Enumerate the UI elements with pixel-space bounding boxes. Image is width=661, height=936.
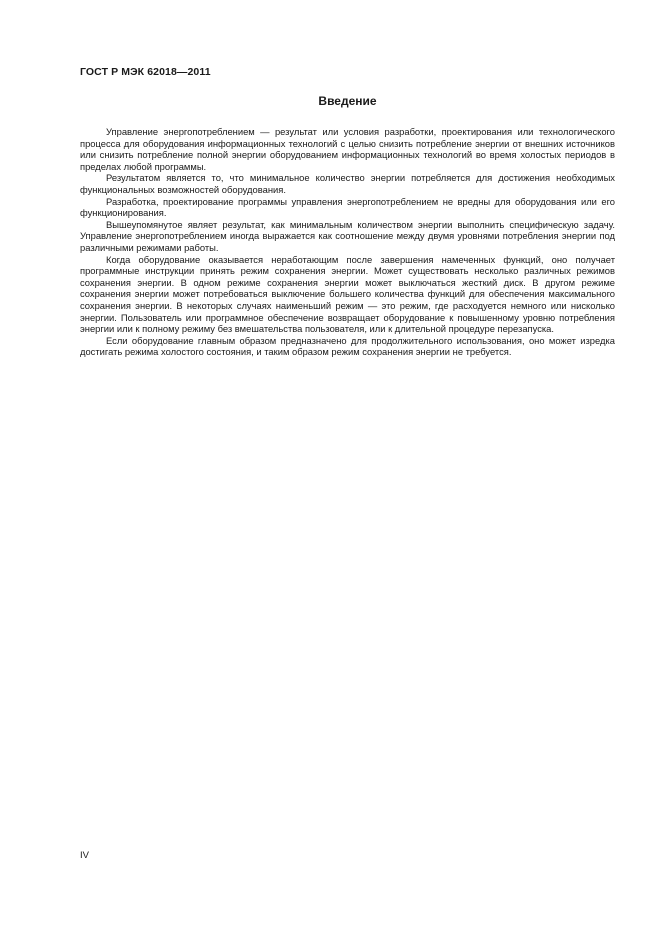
paragraph: Вышеупомянутое являет результат, как минимальным количеством энергии выполнить специфическую задачу. Управление энергопотреблением иногда выражается как соотношение между двумя уровнями потребления энергии под различными режимами работы. <box>80 218 615 253</box>
paragraph: Управление энергопотреблением — результат или условия разработки, проектирования или технологического процесса для оборудования информационных технологий с целью снизить потребление энергии от внешних источников или снизить потребление полной энергии оборудованием информационных технологий во время холостых периодов в пределах любой программы. <box>80 126 615 172</box>
paragraph: Результатом является то, что минимальное количество энергии потребляется для достижения необходимых функциональных возможностей оборудования. <box>80 172 615 195</box>
paragraph: Когда оборудование оказывается неработающим после завершения намеченных функций, оно получает программные инструкции принять режим сохранения энергии. Может существовать несколько различных режимов сохранения энергии. В одном режиме сохранения энергии может выключаться жесткий диск. В другом режиме сохранения энергии может потребоваться выключение большего количества функций для обеспечения максимального сохранения энергии. В некоторых случаях наименьший режим — это режим, где расходуется немного или нисколько энергии. Пользователь или программное обеспечение возвращает оборудование к повышенному уровню потребления энергии или к полному режиму без вмешательства пользователя, или к длительной процедуре перезапуска. <box>80 253 615 335</box>
page-number: IV <box>80 850 89 861</box>
section-title: Введение <box>318 94 377 108</box>
standard-header: ГОСТ Р МЭК 62018—2011 <box>80 66 211 78</box>
document-body <box>80 126 615 358</box>
paragraph: Если оборудование главным образом предназначено для продолжительного использования, оно может изредка достигать режима холостого состояния, и таким образом режим сохранения энергии не требуется. <box>80 334 615 358</box>
paragraph: Разработка, проектирование программы управления энергопотреблением не вредны для оборудования или его функционирования. <box>80 195 615 219</box>
